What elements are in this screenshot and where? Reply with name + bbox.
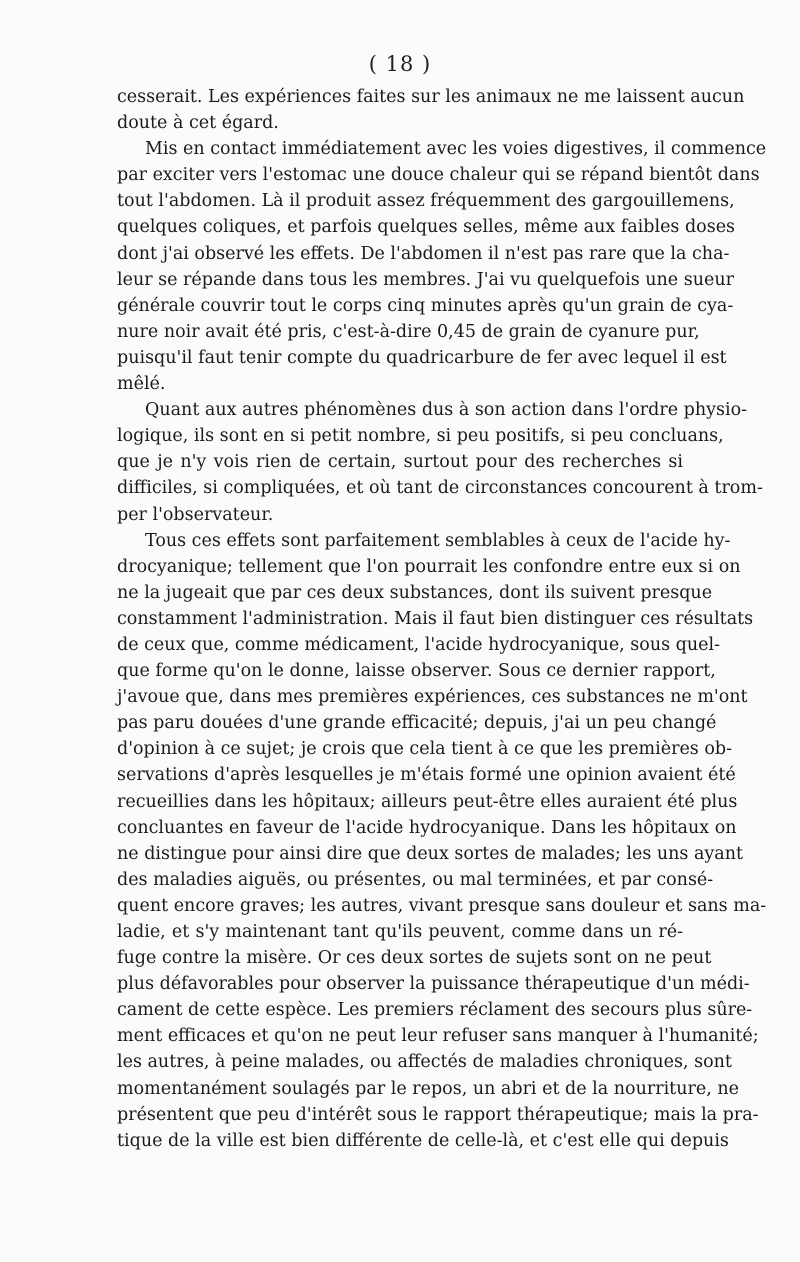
body-text: [117, 84, 767, 1154]
text-line: drocyanique; tellement que l'on pourrait les confondre entre eux si on: [117, 556, 741, 577]
text-line: Tous ces effets sont parfaitement semblables à ceux de l'acide hy-: [145, 530, 731, 551]
text-line: les autres, à peine malades, ou affectés de maladies chroniques, sont: [117, 1052, 732, 1073]
text-line: fuge contre la misère. Or ces deux sortes de sujets sont on ne peut: [117, 948, 712, 969]
text-line: que je n'y vois rien de certain, surtout pour des recherches si: [117, 452, 683, 473]
text-line: difficiles, si compliquées, et où tant de circonstances concourent à trom-: [117, 478, 763, 499]
text-line: concluantes en faveur de l'acide hydrocyanique. Dans les hôpitaux on: [117, 817, 737, 838]
text-line: générale couvrir tout le corps cinq minutes après qu'un grain de cya-: [117, 295, 734, 316]
text-line: de ceux que, comme médicament, l'acide hydrocyanique, sous quel-: [117, 634, 720, 655]
text-line: j'avoue que, dans mes premières expériences, ces substances ne m'ont: [117, 687, 748, 708]
text-line: per l'observateur.: [117, 504, 274, 525]
text-line: momentanément soulagés par le repos, un abri et de la nourriture, ne: [117, 1078, 739, 1099]
text-line: dont j'ai observé les effets. De l'abdomen il n'est pas rare que la cha-: [117, 243, 730, 264]
text-line: nure noir avait été pris, c'est-à-dire 0,45 de grain de cyanure pur,: [117, 321, 700, 342]
text-line: leur se répande dans tous les membres. J'ai vu quelquefois une sueur: [117, 269, 734, 290]
paragraph: [117, 397, 763, 527]
text-line: tout l'abdomen. Là il produit assez fréquemment des gargouillemens,: [117, 191, 735, 212]
text-line: cesserait. Les expériences faites sur les animaux ne me laissent aucun: [117, 87, 745, 107]
text-line: d'opinion à ce sujet; je crois que cela tient à ce que les premières ob-: [117, 739, 733, 760]
text-line: présentent que peu d'intérêt sous le rapport thérapeutique; mais la pra-: [117, 1104, 759, 1125]
text-line: ne distingue pour ainsi dire que deux sortes de malades; les uns ayant: [117, 843, 744, 864]
text-line: tique de la ville est bien différente de celle-là, et c'est elle qui depuis: [117, 1130, 729, 1151]
paragraph: [117, 136, 767, 397]
text-line: ladie, et s'y maintenant tant qu'ils peuvent, comme dans un ré-: [117, 922, 683, 942]
text-line: puisqu'il faut tenir compte du quadricarbure de fer avec lequel il est: [117, 347, 727, 368]
text-line: ment efficaces et qu'on ne peut leur refuser sans manquer à l'humanité;: [117, 1026, 759, 1047]
text-line: servations d'après lesquelles je m'étais formé une opinion avaient été: [117, 765, 736, 786]
text-line: des maladies aiguës, ou présentes, ou mal terminées, et par consé-: [117, 869, 714, 890]
text-line: quelques coliques, et parfois quelques selles, même aux faibles doses: [117, 217, 736, 238]
text-line: Quant aux autres phénomènes dus à son action dans l'ordre physio-: [145, 400, 748, 421]
text-line: mêlé.: [117, 374, 166, 395]
paragraph: [117, 84, 745, 136]
text-line: Mis en contact immédiatement avec les voies digestives, il commence: [145, 139, 767, 160]
text-line: doute à cet égard.: [117, 113, 279, 134]
text-line: recueillies dans les hôpitaux; ailleurs peut-être elles auraient été plus: [117, 791, 738, 812]
text-line: que forme qu'on le donne, laisse observer. Sous ce dernier rapport,: [117, 661, 716, 682]
text-line: plus défavorables pour observer la puissance thérapeutique d'un médi-: [117, 974, 750, 995]
text-line: constamment l'administration. Mais il faut bien distinguer ces résultats: [117, 608, 754, 629]
text-line: cament de cette espèce. Les premiers réclament des secours plus sûre-: [117, 1000, 753, 1021]
page-number: ( 18 ): [368, 52, 432, 76]
text-line: par exciter vers l'estomac une douce chaleur qui se répand bientôt dans: [117, 165, 760, 186]
text-line: ne la jugeait que par ces deux substances, dont ils suivent presque: [117, 582, 713, 603]
text-line: logique, ils sont en si petit nombre, si peu positifs, si peu concluans,: [117, 426, 724, 447]
text-line: pas paru douées d'une grande efficacité; depuis, j'ai un peu changé: [117, 713, 717, 734]
paragraph: [117, 528, 767, 1154]
text-line: quent encore graves; les autres, vivant presque sans douleur et sans ma-: [117, 895, 767, 916]
